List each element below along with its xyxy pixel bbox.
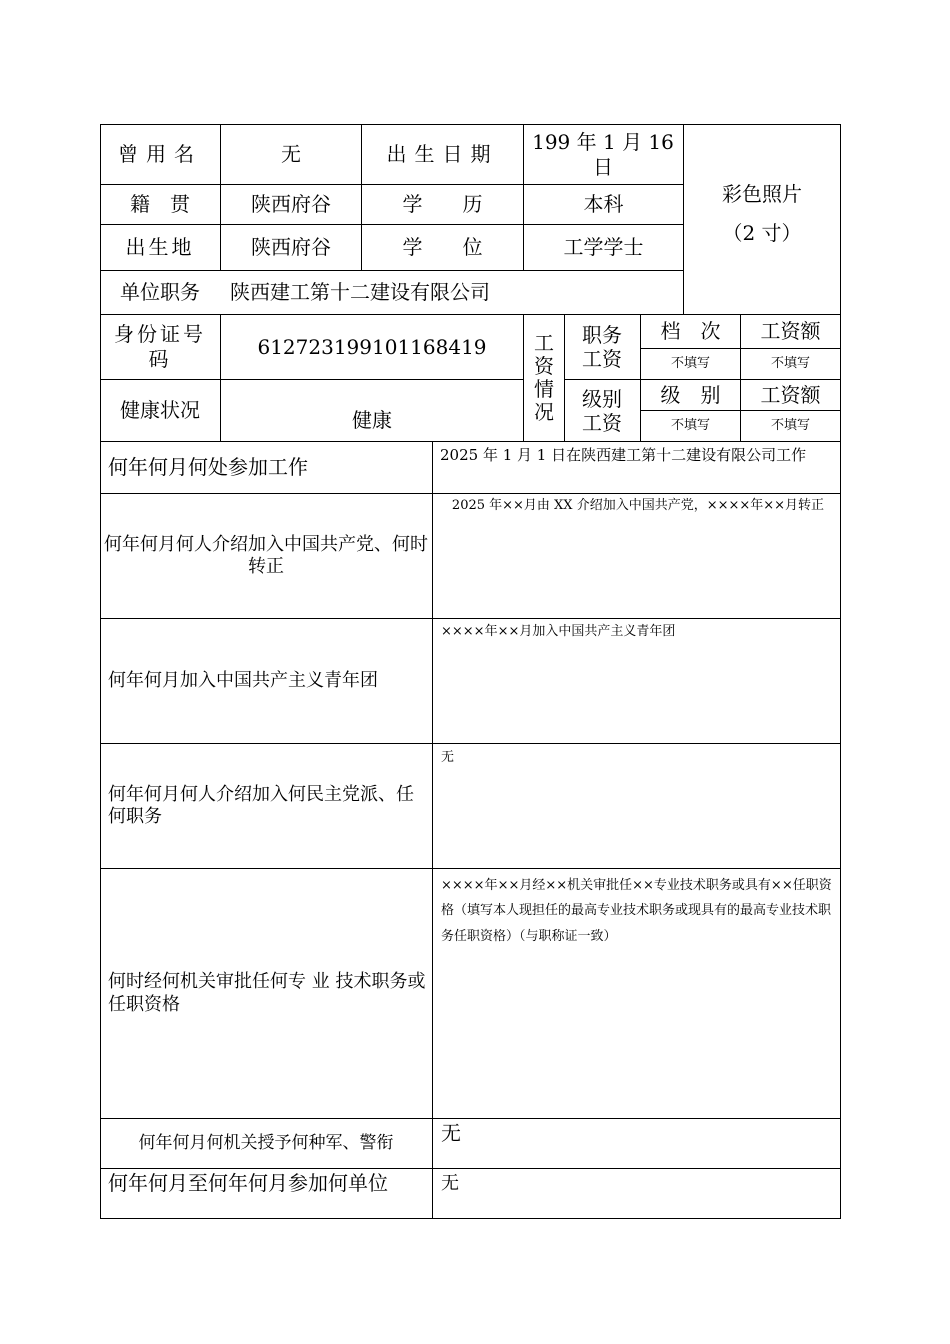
grade-value: 不填写 [670, 355, 710, 371]
work-start-label: 何年何月何处参加工作 [108, 455, 308, 479]
title-label: 何时经何机关审批任何专 业 技术职务或任职资格 [108, 971, 426, 1015]
id-value: 612723199101168419 [257, 334, 487, 359]
birthplace-label: 出生地 [125, 235, 195, 259]
birthplace-value: 陕西府谷 [251, 235, 331, 259]
former-name-value: 无 [281, 141, 301, 166]
education-label: 学 历 [402, 192, 483, 216]
birth-date-label: 出生日期 [386, 141, 499, 166]
salary-amount-value: 不填写 [770, 355, 810, 371]
id-label: 身份证号码 [114, 322, 206, 371]
unit-join-label: 何年何月至何年何月参加何单位 [108, 1171, 388, 1195]
salary-amount-label: 工资额 [760, 319, 821, 343]
border-line [100, 1218, 841, 1219]
border-line [840, 124, 841, 1219]
health-label: 健康状况 [120, 398, 200, 422]
rank-label: 何年何月何机关授予何种军、警衔 [138, 1132, 394, 1153]
unit-label: 单位职务 [120, 280, 200, 304]
photo-size: （2 寸） [722, 221, 802, 245]
party-label: 何年何月何人介绍加入中国共产党、何时转正 [104, 533, 428, 577]
border-line [564, 314, 565, 441]
birth-date-value: 199 年 1 月 16 日 [532, 130, 674, 179]
education-value: 本科 [583, 192, 624, 216]
native-place-value: 陕西府谷 [251, 192, 331, 216]
native-place-label: 籍 贯 [130, 192, 190, 216]
democratic-label: 何年何月何人介绍加入何民主党派、任何职务 [108, 783, 414, 827]
unit-value: 陕西建工第十二建设有限公司 [230, 280, 490, 304]
level-label: 级 别 [660, 382, 721, 407]
level-value: 不填写 [670, 417, 710, 433]
degree-label: 学 位 [402, 235, 483, 259]
post-salary-label: 职务工资 [582, 323, 622, 371]
border-line [523, 314, 524, 441]
unit-join-value: 无 [441, 1173, 459, 1194]
photo-label: 彩色照片 [722, 182, 802, 206]
democratic-value: 无 [441, 750, 455, 765]
work-start-value: 2025 年 1 月 1 日在陕西建工第十二建设有限公司工作 [440, 446, 807, 464]
photo-placeholder [684, 124, 840, 314]
grade-label: 档 次 [660, 319, 721, 343]
title-value: ××××年××月经××机关审批任××专业技术职务或具有××任职资格（填写本人现担任的最高专业技术职务或现具有的最高专业技术职务任职资格）（与职称证一致） [441, 878, 832, 944]
rank-value: 无 [441, 1121, 461, 1145]
league-label: 何年何月加入中国共产主义青年团 [108, 669, 378, 691]
level-salary-amount-label: 工资额 [760, 382, 821, 407]
level-salary-label: 级别工资 [582, 386, 622, 435]
health-value: 健康 [352, 408, 392, 432]
party-value: 2025 年××月由 XX 介绍加入中国共产党，××××年××月转正 [451, 498, 825, 513]
border-line [432, 441, 433, 1219]
salary-label: 工资情况 [534, 331, 554, 424]
border-line [100, 1168, 841, 1169]
degree-value: 工学学士 [563, 235, 644, 259]
league-value: ××××年××月加入中国共产主义青年团 [441, 624, 676, 639]
former-name-label: 曾用名 [118, 141, 202, 166]
level-salary-amount-value: 不填写 [770, 417, 810, 433]
